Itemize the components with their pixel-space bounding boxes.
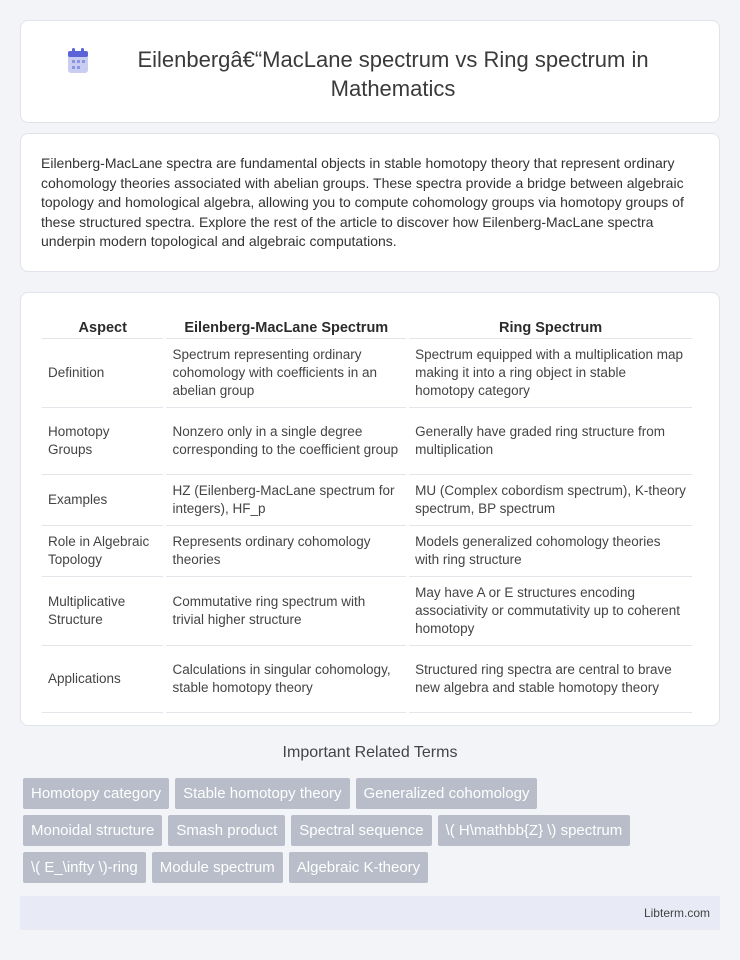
cell-aspect: Multiplicative Structure (42, 577, 163, 646)
cell-aspect: Examples (42, 475, 163, 526)
tag-stable-homotopy-theory[interactable]: Stable homotopy theory (175, 778, 349, 809)
header-card (20, 20, 720, 123)
tag-row (23, 778, 720, 809)
table-row (42, 646, 692, 713)
cell-em: Commutative ring spectrum with trivial higher structure (166, 577, 406, 646)
related-terms-tags (20, 778, 720, 883)
page-title: Eilenbergâ€“MacLane spectrum vs Ring spectrum in Mathematics (137, 47, 649, 101)
tag-spectral-sequence[interactable]: Spectral sequence (291, 815, 431, 846)
cell-ring: May have A or E structures encoding associativity or commutativity up to coherent homotopy (409, 577, 692, 646)
tag-row (23, 852, 720, 883)
intro-card (20, 133, 720, 272)
tag-homotopy-category[interactable]: Homotopy category (23, 778, 169, 809)
table-row (42, 339, 692, 408)
cell-aspect: Definition (42, 339, 163, 408)
tag-row (23, 815, 720, 846)
related-terms-title: Important Related Terms (282, 744, 458, 761)
tag-smash-product[interactable]: Smash product (168, 815, 285, 846)
footer-site-link[interactable]: Libterm.com (643, 906, 710, 920)
cell-aspect: Role in Algebraic Topology (42, 526, 163, 577)
table-row (42, 577, 692, 646)
table-header-row (42, 313, 692, 339)
header-ring-spectrum: Ring Spectrum (409, 313, 692, 339)
cell-em: Spectrum representing ordinary cohomology with coefficients in an abelian group (166, 339, 406, 408)
table-row (42, 526, 692, 577)
cell-ring: Generally have graded ring structure from multiplication (409, 408, 692, 475)
cell-ring: Models generalized cohomology theories with ring structure (409, 526, 692, 577)
related-terms-section (20, 744, 720, 889)
comparison-table (39, 313, 695, 713)
table-row (42, 408, 692, 475)
cell-em: HZ (Eilenberg-MacLane spectrum for integers), HF_p (166, 475, 406, 526)
tag-monoidal-structure[interactable]: Monoidal structure (23, 815, 162, 846)
cell-aspect: Applications (42, 646, 163, 713)
footer (20, 896, 720, 930)
tag-e-infinity-ring[interactable]: \( E_\infty \)-ring (23, 852, 146, 883)
comparison-card (20, 292, 720, 726)
cell-ring: Structured ring spectra are central to brave new algebra and stable homotopy theory (409, 646, 692, 713)
table-row (42, 475, 692, 526)
cell-ring: MU (Complex cobordism spectrum), K-theory spectrum, BP spectrum (409, 475, 692, 526)
header-em-spectrum: Eilenberg-MacLane Spectrum (166, 313, 406, 339)
tag-generalized-cohomology[interactable]: Generalized cohomology (356, 778, 538, 809)
cell-aspect: Homotopy Groups (42, 408, 163, 475)
tag-algebraic-k-theory[interactable]: Algebraic K-theory (289, 852, 428, 883)
tag-hz-spectrum[interactable]: \( H\mathbb{Z} \) spectrum (438, 815, 631, 846)
document-icon (67, 48, 89, 74)
cell-em: Represents ordinary cohomology theories (166, 526, 406, 577)
cell-em: Calculations in singular cohomology, stable homotopy theory (166, 646, 406, 713)
intro-paragraph: Eilenberg-MacLane spectra are fundamental objects in stable homotopy theory that represent ordinary cohomology theories associated with abelian groups. These spectra provide a bridge between algebraic topology and homological algebra, allowing you to compute cohomology groups via homotopy groups of these structured spectra. Explore the rest of the article to discover how Eilenberg-MacLane spectra underpin modern topological and algebraic computations. (41, 155, 684, 249)
cell-ring: Spectrum equipped with a multiplication map making it into a ring object in stable homotopy category (409, 339, 692, 408)
cell-em: Nonzero only in a single degree corresponding to the coefficient group (166, 408, 406, 475)
header-aspect: Aspect (42, 313, 163, 339)
tag-module-spectrum[interactable]: Module spectrum (152, 852, 283, 883)
